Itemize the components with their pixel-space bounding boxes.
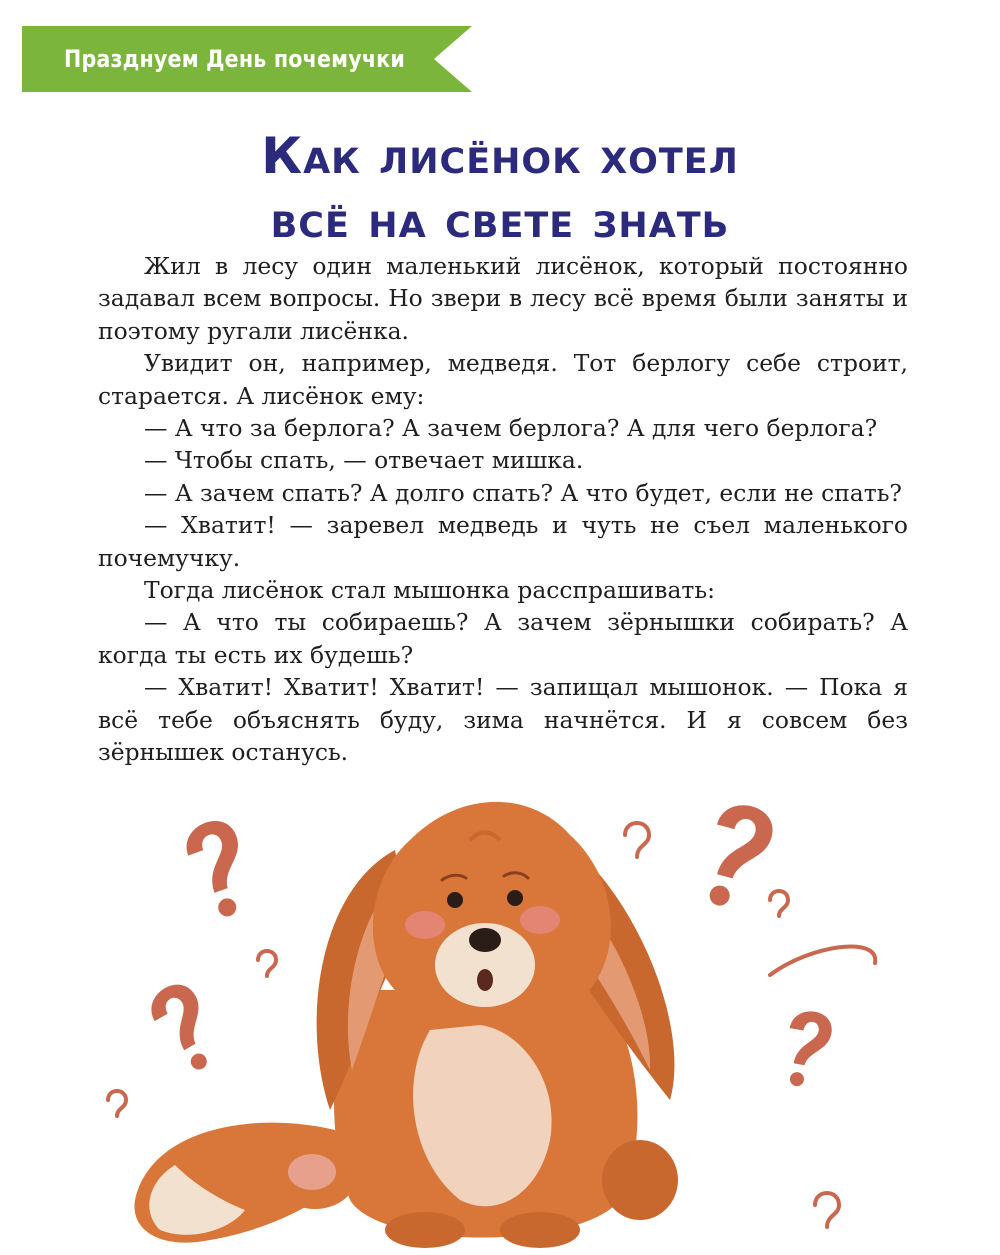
fox-right-paw bbox=[602, 1140, 678, 1220]
fox-cheek bbox=[520, 906, 560, 934]
fox-cub-illustration bbox=[80, 780, 920, 1250]
story-paragraph: — А что за берлога? А зачем берлога? А для чего берлога? bbox=[144, 414, 878, 443]
fox-front-paw bbox=[500, 1212, 580, 1248]
question-mark-icon bbox=[697, 799, 778, 914]
question-mark-icon bbox=[108, 1091, 126, 1116]
question-mark-icon bbox=[625, 823, 649, 857]
fox-cheek bbox=[405, 911, 445, 939]
story-paragraph: — А зачем спать? А долго спать? А что будет, если не спать? bbox=[144, 478, 902, 507]
fox-eye bbox=[507, 890, 523, 906]
fox-nose bbox=[469, 928, 501, 952]
section-banner bbox=[22, 26, 472, 92]
question-mark-icon bbox=[770, 891, 788, 916]
story-paragraph: Тогда лисёнок стал мышонка расспрашивать: bbox=[144, 576, 715, 605]
fox-mouth bbox=[477, 969, 493, 991]
story-paragraph: — А что ты собираешь? А зачем зёрнышки собирать? А когда ты есть их будешь? bbox=[98, 608, 908, 669]
question-mark-icon bbox=[770, 946, 875, 975]
story-title bbox=[0, 124, 1000, 252]
story-paragraph: — Хватит! — заревел медведь и чуть не съел маленького почемучку. bbox=[98, 511, 908, 572]
fox-front-paw bbox=[385, 1212, 465, 1248]
question-mark-icon bbox=[143, 977, 229, 1078]
question-mark-icon bbox=[780, 1008, 835, 1091]
story-paragraph: — Чтобы спать, — отвечает мишка. bbox=[144, 446, 584, 475]
story-title-line-1: Как лисёнок хотел bbox=[261, 127, 739, 185]
story-paragraph: Увидит он, например, медведя. Тот берлогу себе строит, старается. А лисёнок ему: bbox=[98, 349, 908, 410]
question-mark-icon bbox=[180, 814, 262, 922]
fox-head bbox=[373, 802, 611, 1022]
story-paragraph: Жил в лесу один маленький лисёнок, который постоянно задавал всем вопросы. Но звери в лесу всё время были заняты и поэтому ругали лисёнка. bbox=[98, 252, 908, 345]
banner-label: Празднуем День почемучки bbox=[64, 45, 405, 73]
question-mark-icon bbox=[258, 951, 276, 976]
question-mark-icon bbox=[815, 1193, 839, 1227]
story-text bbox=[98, 250, 908, 769]
fox-eye bbox=[447, 892, 463, 908]
story-title-line-2: всё на свете знать bbox=[270, 191, 730, 249]
story-paragraph: — Хватит! Хватит! Хватит! — запищал мышонок. — Пока я всё тебе объяснять буду, зима начнётся. И я совсем без зёрнышек останусь. bbox=[98, 673, 908, 767]
